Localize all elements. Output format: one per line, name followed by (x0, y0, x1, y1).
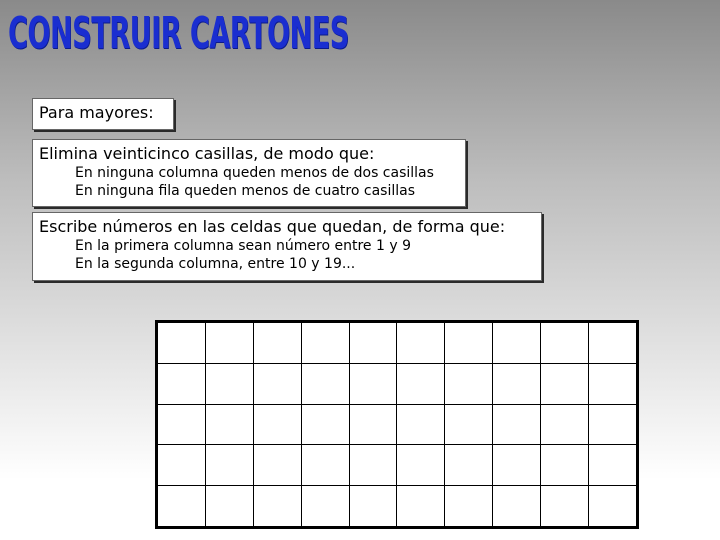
grid-cell[interactable] (301, 404, 349, 445)
grid-cell[interactable] (445, 486, 493, 527)
grid-cell[interactable] (445, 323, 493, 364)
grid-cell[interactable] (589, 323, 637, 364)
grid-cell[interactable] (445, 445, 493, 486)
audience-label: Para mayores: (39, 103, 154, 122)
grid-cell[interactable] (493, 363, 541, 404)
grid-cell[interactable] (493, 323, 541, 364)
elimination-rules-box (32, 139, 466, 207)
grid-cell[interactable] (397, 323, 445, 364)
grid-cell[interactable] (397, 363, 445, 404)
grid-cell[interactable] (541, 323, 589, 364)
grid-cell[interactable] (445, 363, 493, 404)
grid-cell[interactable] (589, 486, 637, 527)
audience-box (32, 98, 174, 130)
grid-cell[interactable] (158, 323, 206, 364)
grid-cell[interactable] (541, 486, 589, 527)
grid-cell[interactable] (205, 404, 253, 445)
grid-cell[interactable] (205, 363, 253, 404)
grid-cell[interactable] (205, 486, 253, 527)
grid-cell[interactable] (349, 486, 397, 527)
card-table (157, 322, 637, 527)
grid-cell[interactable] (301, 323, 349, 364)
elimination-rule-column: En ninguna columna queden menos de dos casillas (75, 165, 434, 181)
grid-cell[interactable] (589, 404, 637, 445)
grid-cell[interactable] (493, 486, 541, 527)
grid-cell[interactable] (301, 486, 349, 527)
number-rule-first-column: En la primera columna sean número entre 1 y 9 (75, 238, 411, 254)
grid-cell[interactable] (541, 363, 589, 404)
grid-cell[interactable] (349, 323, 397, 364)
number-rules-box (32, 212, 542, 281)
grid-cell[interactable] (541, 445, 589, 486)
grid-cell[interactable] (349, 363, 397, 404)
grid-cell[interactable] (589, 363, 637, 404)
grid-cell[interactable] (301, 445, 349, 486)
grid-cell[interactable] (493, 445, 541, 486)
page-title: CONSTRUIR CARTONES (8, 8, 349, 59)
grid-cell[interactable] (253, 323, 301, 364)
bingo-card-grid (155, 320, 639, 529)
grid-cell[interactable] (541, 404, 589, 445)
grid-cell[interactable] (253, 404, 301, 445)
grid-cell[interactable] (158, 363, 206, 404)
grid-cell[interactable] (349, 445, 397, 486)
grid-cell[interactable] (158, 445, 206, 486)
grid-cell[interactable] (397, 445, 445, 486)
number-rules-heading: Escribe números en las celdas que quedan, de forma que: (39, 217, 506, 236)
grid-cell[interactable] (445, 404, 493, 445)
grid-row (158, 486, 637, 527)
grid-cell[interactable] (158, 404, 206, 445)
grid-cell[interactable] (158, 486, 206, 527)
grid-row (158, 404, 637, 445)
grid-cell[interactable] (205, 323, 253, 364)
grid-cell[interactable] (349, 404, 397, 445)
elimination-heading: Elimina veinticinco casillas, de modo que: (39, 144, 375, 163)
grid-row (158, 323, 637, 364)
number-rule-second-column: En la segunda columna, entre 10 y 19... (75, 256, 356, 272)
grid-cell[interactable] (589, 445, 637, 486)
elimination-rule-row: En ninguna fila queden menos de cuatro casillas (75, 183, 415, 199)
grid-cell[interactable] (301, 363, 349, 404)
grid-cell[interactable] (253, 445, 301, 486)
grid-cell[interactable] (253, 363, 301, 404)
grid-cell[interactable] (253, 486, 301, 527)
grid-row (158, 363, 637, 404)
grid-cell[interactable] (397, 486, 445, 527)
grid-cell[interactable] (205, 445, 253, 486)
grid-cell[interactable] (397, 404, 445, 445)
grid-row (158, 445, 637, 486)
grid-cell[interactable] (493, 404, 541, 445)
